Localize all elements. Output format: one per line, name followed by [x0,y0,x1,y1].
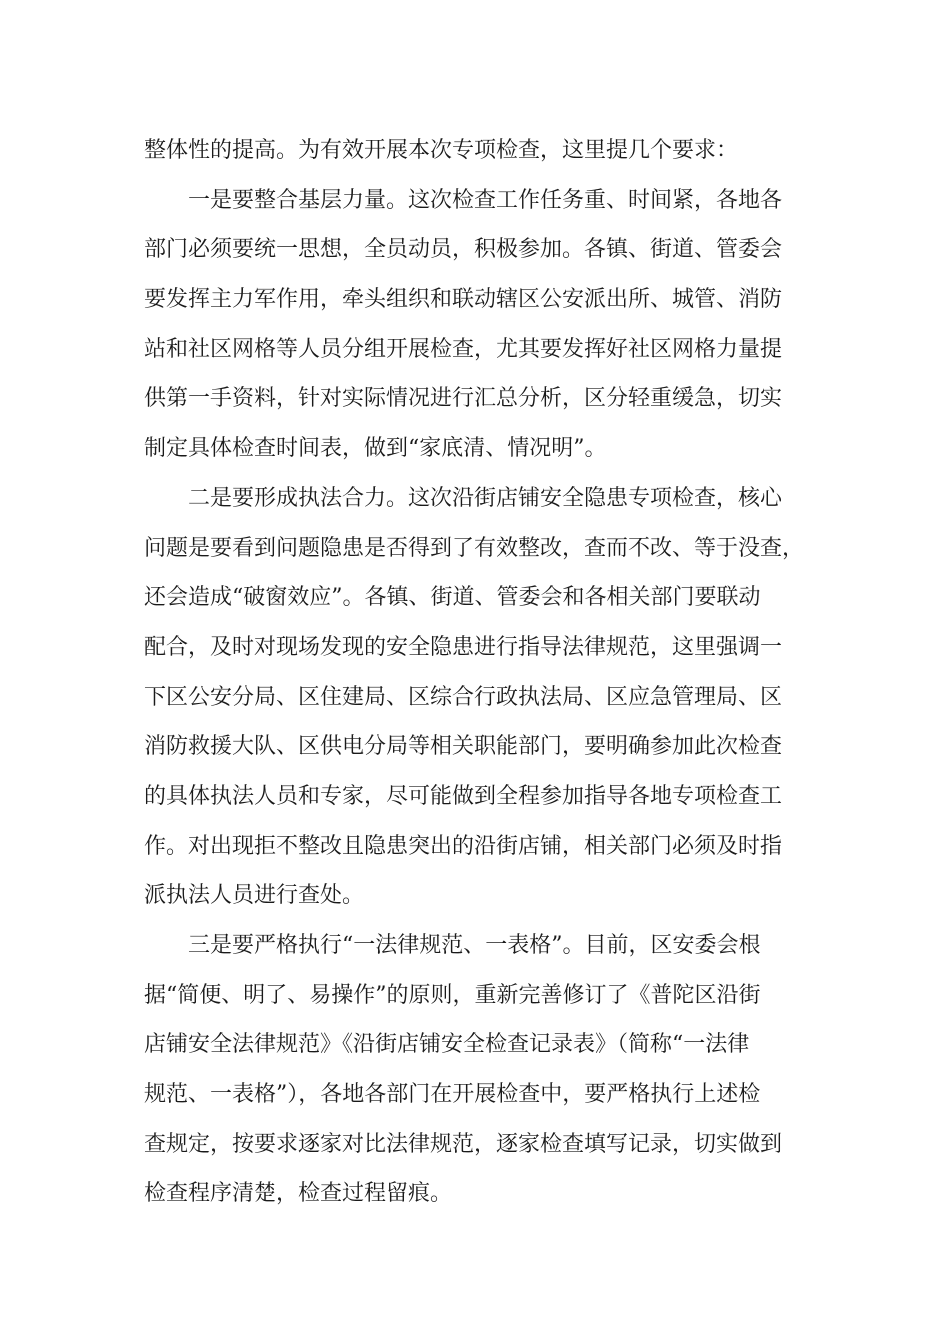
text-line: 检查程序清楚，检查过程留痕。 [144,1181,453,1207]
text-line: 要发挥主力军作用，牵头组织和联动辖区公安派出所、城管、消防 [144,287,783,313]
text-line: 据“简便、明了、易操作”的原则，重新完善修订了《普陀区沿街 [144,982,761,1008]
document-body [144,126,806,1219]
text-line: 制定具体检查时间表，做到“家底清、情况明”。 [144,436,607,462]
text-line: 配合，及时对现场发现的安全隐患进行指导法律规范，这里强调一 [144,634,783,660]
text-line: 派执法人员进行查处。 [144,883,365,909]
text-line: 站和社区网格等人员分组开展检查，尤其要发挥好社区网格力量提 [144,336,783,362]
text-line: 查规定，按要求逐家对比法律规范，逐家检查填写记录，切实做到 [144,1131,783,1157]
paragraph-2-first-line: 二是要形成执法合力。这次沿街店铺安全隐患专项检查，核心 [188,485,783,511]
text-line: 还会造成“破窗效应”。各镇、街道、管委会和各相关部门要联动 [144,585,761,611]
text-line: 供第一手资料，针对实际情况进行汇总分析，区分轻重缓急，切实 [144,386,783,412]
paragraph-3-first-line: 三是要严格执行“一法律规范、一表格”。目前，区安委会根 [188,933,761,958]
text-line: 下区公安分局、区住建局、区综合行政执法局、区应急管理局、区 [144,684,783,710]
paragraph-1-first-line: 一是要整合基层力量。这次检查工作任务重、时间紧，各地各 [188,187,783,213]
text-line: 作。对出现拒不整改且隐患突出的沿街店铺，相关部门必须及时指 [144,833,783,859]
text-line: 规范、一表格”），各地各部门在开展检查中，要严格执行上述检 [144,1082,761,1108]
text-line: 问题是要看到问题隐患是否得到了有效整改，查而不改、等于没查， [144,535,805,561]
text-line: 整体性的提高。为有效开展本次专项检查，这里提几个要求： [144,138,739,163]
text-line: 店铺安全法律规范》《沿街店铺安全检查记录表》（简称“一法律 [144,1032,750,1058]
text-line: 消防救援大队、区供电分局等相关职能部门，要明确参加此次检查 [144,734,783,760]
text-line: 部门必须要统一思想，全员动员，积极参加。各镇、街道、管委会 [144,237,783,263]
text-line: 的具体执法人员和专家，尽可能做到全程参加指导各地专项检查工 [144,783,783,809]
